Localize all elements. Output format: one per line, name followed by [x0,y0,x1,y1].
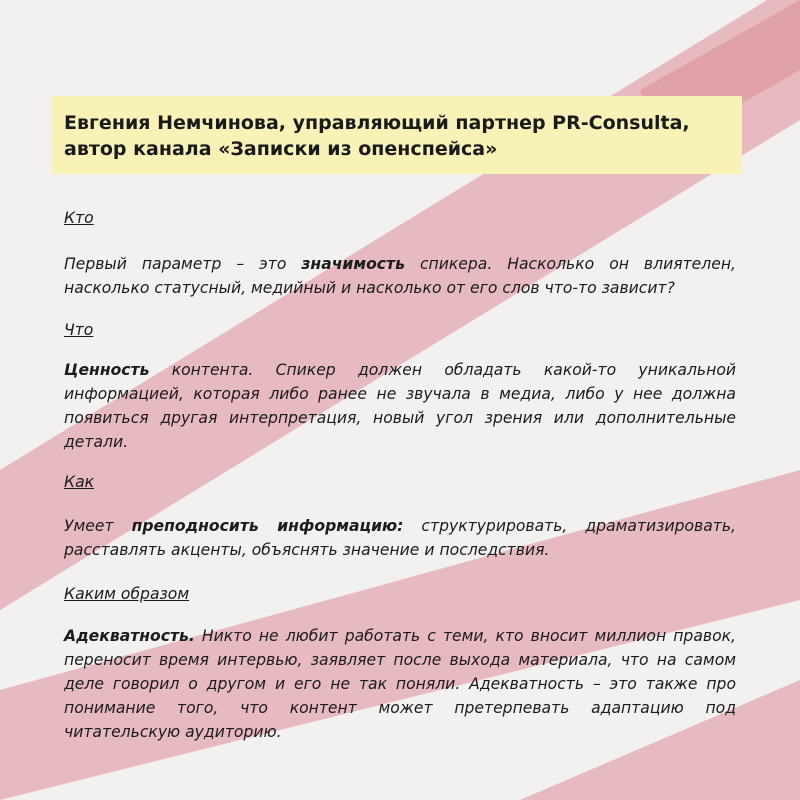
section-text-manner [64,624,736,744]
title-line-1: Евгения Немчинова, управляющий партнер PR-Consulta, [64,112,690,134]
paragraph-line [64,514,736,538]
section-label-how: Как [64,473,95,491]
section-text-what [64,358,736,454]
paragraph-line: понимание того, что контент может претерпевать адаптацию под [64,699,736,717]
bold-term: Ценность [64,361,150,379]
paragraph-line: переносит время интервью, заявляет после выхода материала, что на самом [64,651,736,669]
text-run: контента. Спикер должен обладать какой-то уникальной [149,361,736,379]
paragraph-line [64,624,736,648]
paragraph-line: деле говорил о другом и его не так поняли. Адекватность – это также про [64,675,736,693]
paragraph-line: появиться другая интерпретация, новый угол зрения или дополнительные [64,409,736,427]
section-label-what: Что [64,321,94,339]
section-label-who: Кто [64,209,94,227]
page-title [64,110,734,162]
bold-term: значимость [301,255,405,273]
title-line-2: автор канала «Записки из опенспейса» [64,138,498,160]
paragraph-line: читательскую аудиторию. [64,723,282,741]
bold-term: преподносить информацию: [131,517,404,535]
section-text-who [64,252,736,300]
text-run: Первый параметр – это [64,255,302,273]
section-text-how [64,514,736,562]
bold-term: Адекватность. [64,627,195,645]
paragraph-line: детали. [64,433,129,451]
paragraph-line [64,358,736,382]
paragraph-line [64,252,736,276]
text-run: Никто не любит работать с теми, кто вносит миллион правок, [194,627,736,645]
section-label-manner: Каким образом [64,585,190,603]
text-run: структурировать, драматизировать, [403,517,737,535]
text-run: спикера. Насколько он влиятелен, [404,255,736,273]
paragraph-line: информацией, которая либо ранее не звучала в медиа, либо у нее должна [64,385,736,403]
text-run: Умеет [64,517,132,535]
paragraph-line: насколько статусный, медийный и насколько от его слов что-то зависит? [64,279,675,297]
paragraph-line: расставлять акценты, объяснять значение и последствия. [64,541,550,559]
